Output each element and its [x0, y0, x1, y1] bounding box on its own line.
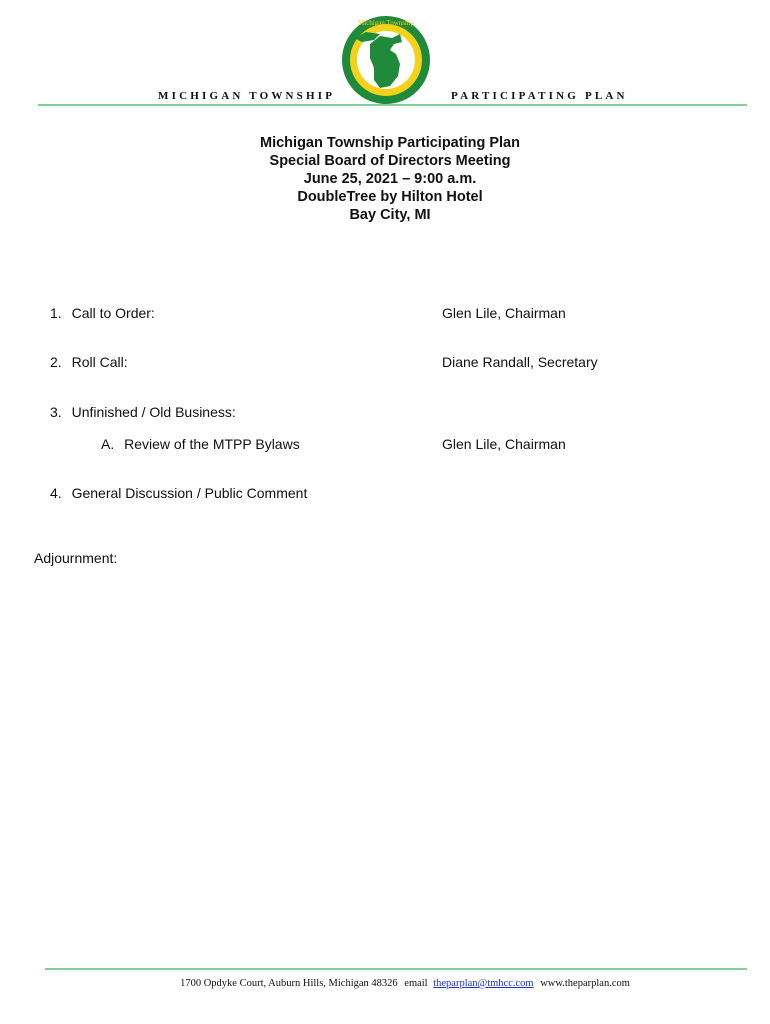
agenda-presenter-1: Glen Lile, Chairman [442, 305, 566, 321]
agenda-number: 1. [50, 305, 62, 321]
agenda-item-4 [50, 485, 307, 501]
header-right-text: PARTICIPATING PLAN [451, 90, 628, 102]
svg-text:Michigan Township: Michigan Township [358, 19, 414, 27]
agenda-label: Unfinished / Old Business: [71, 404, 236, 420]
title-venue: DoubleTree by Hilton Hotel [297, 189, 483, 205]
footer-email-link[interactable]: theparplan@tmhcc.com [433, 978, 534, 989]
agenda-item-3 [50, 404, 236, 420]
footer-rule [45, 968, 747, 970]
agenda-label: Call to Order: [71, 305, 155, 321]
footer-address: 1700 Opdyke Court, Auburn Hills, Michigan 48326 [180, 978, 398, 989]
agenda-number: 4. [50, 485, 62, 501]
mtpp-logo [340, 14, 432, 106]
agenda-label: Review of the MTPP Bylaws [124, 436, 300, 452]
agenda-item-1 [50, 305, 155, 321]
adjournment-label: Adjournment: [34, 550, 118, 566]
title-date: June 25, 2021 – 9:00 a.m. [303, 171, 477, 187]
title-city: Bay City, MI [349, 207, 431, 223]
agenda-presenter-3a: Glen Lile, Chairman [442, 436, 566, 452]
footer [0, 978, 770, 989]
agenda-label: Roll Call: [71, 354, 128, 370]
header-rule [38, 104, 747, 106]
agenda-item-2 [50, 354, 128, 370]
agenda-number: 3. [50, 404, 62, 420]
agenda-item-3a [101, 436, 300, 452]
title-org: Michigan Township Participating Plan [260, 135, 520, 151]
agenda-number: 2. [50, 354, 62, 370]
header-left-text: MICHIGAN TOWNSHIP [158, 90, 336, 102]
agenda-number: A. [101, 436, 115, 452]
footer-website: www.theparplan.com [540, 978, 630, 989]
meeting-title-block [0, 134, 770, 224]
agenda-presenter-2: Diane Randall, Secretary [442, 354, 598, 370]
footer-email-label: email [404, 978, 428, 989]
agenda-label: General Discussion / Public Comment [71, 485, 308, 501]
title-meeting: Special Board of Directors Meeting [269, 153, 511, 169]
